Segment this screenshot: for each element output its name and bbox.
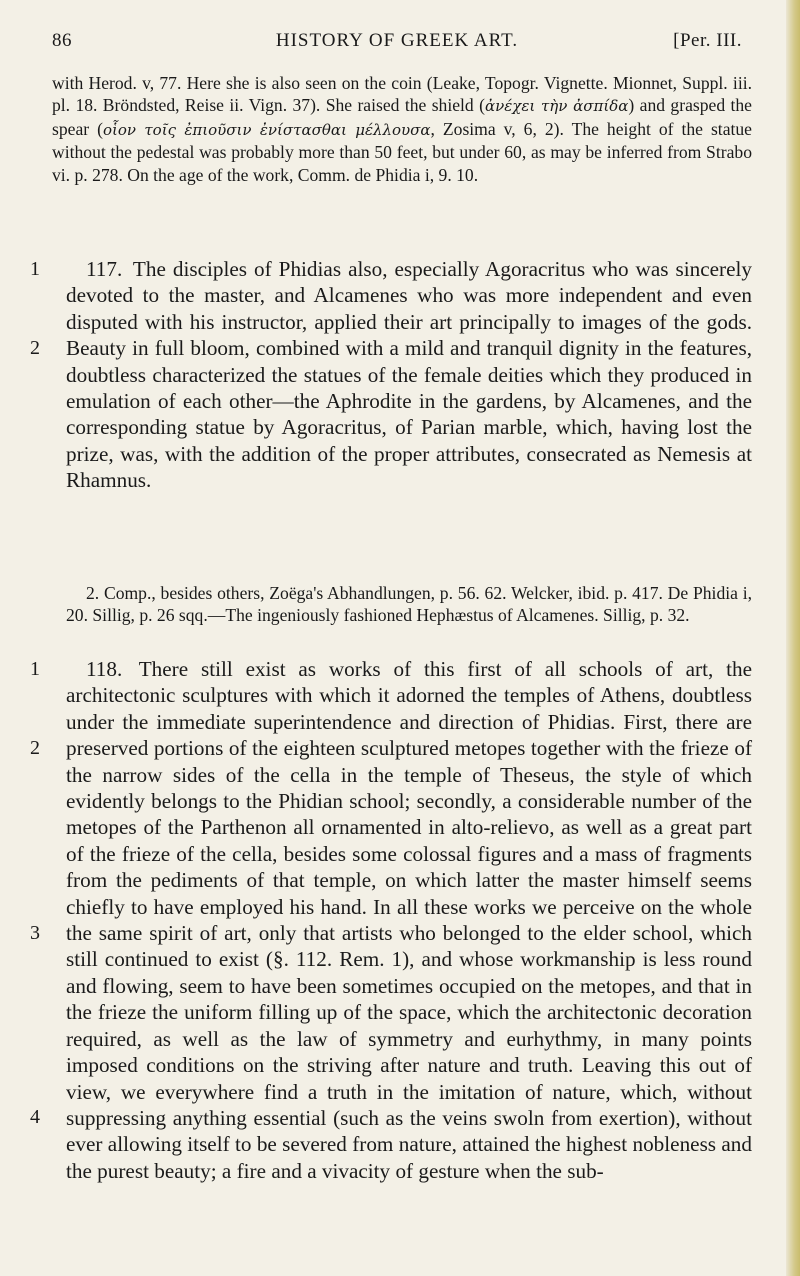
footnote: 2. Comp., besides others, Zoëga's Abhandlungen, p. 56. 62. Welcker, ibid. p. 417. De Phidia i, 20. Sillig, p. 26 sqq.—The ingeniously fashioned Hephæstus of Alcamenes. Sillig, p. 32. — [66, 583, 752, 626]
top-footnote: with Herod. v, 77. Here she is also seen on the coin (Leake, Topogr. Vignette. Mionnet, Suppl. iii. pl. 18. Bröndsted, Reise ii. Vign. 37). She raised the shield (ἀνέχει τὴν ἀσπίδα) and grasped the spear (οἷον τοῖς ἐπιοῦσιν ἐνίστασθαι μέλλουσα, Zosima v, 6, 2). The height of the statue without the pedestal was probably more than 50 feet, but under 60, as may be inferred from Strabo vi. p. 278. On the age of the work, Comm. de Phidia i, 9. 10. — [52, 73, 752, 185]
section-118 — [36, 656, 752, 1184]
margin-number: 1 — [30, 658, 40, 680]
greek-quote: οἷον τοῖς ἐπιοῦσιν ἐνίστασθαι μέλλουσα — [102, 120, 431, 139]
page-number: 86 — [52, 30, 72, 51]
section-number: 118. — [86, 657, 123, 681]
margin-number: 2 — [30, 337, 40, 359]
section-117 — [36, 256, 752, 494]
margin-number: 3 — [30, 922, 40, 944]
section-number: 117. — [86, 257, 123, 281]
paragraph-text: The disciples of Phidias also, especially Agoracritus who was sincerely devoted to the master, and Alcamenes who was more independent and even disputed with his instructor, applied their art principally to images of the gods. Beauty in full bloom, combined with a mild and tranquil dignity in the features, doubtless characterized the statues of the female deities which they produced in emulation of each other—the Aphrodite in the gardens, by Alcamenes, and the corresponding statue by Agoracritus, of Parian marble, which, having lost the prize, was, with the addition of the proper attributes, consecrated as Nemesis at Rhamnus. — [66, 257, 752, 493]
margin-number: 2 — [30, 737, 40, 759]
greek-quote: ἀνέχει τὴν ἀσπίδα — [484, 97, 629, 116]
page-edge — [786, 0, 800, 1276]
margin-number: 4 — [30, 1106, 40, 1128]
page-title: HISTORY OF GREEK ART. — [275, 30, 519, 51]
section-117-note — [36, 582, 752, 627]
paragraph-text: There still exist as works of this first of all schools of art, the architectonic sculptures with which it adorned the temples of Athens, doubtless under the immediate superintendence and direction of Phidias. First, there are preserved portions of the eighteen sculptured metopes together with the frieze of the narrow sides of the cella in the temple of Theseus, the style of which evidently belongs to the Phidian school; secondly, a considerable number of the metopes of the Parthenon all ornamented in alto-relievo, as well as a great part of the frieze of the cella, besides some colossal figures and a mass of fragments from the pediments of that temple, on which latter the master himself seems chiefly to have employed his hand. In all these works we perceive on the whole the same spirit of art, only that artists who belonged to the elder school, which still continued to exist (§. 112. Rem. 1), and whose workmanship is less round and flowing, seem to have been sometimes occupied on the metopes, and that in the frieze the uniform filling up of the space, which the architectonic decoration required, as well as the law of symmetry and eurhythmy, in many points imposed conditions on the striving after nature and truth. Leaving this out of view, we everywhere find a truth in the imitation of nature, which, without suppressing anything essential (such as the veins swoln from exertion), without ever allowing itself to be severed from nature, attained the highest nobleness and the purest beauty; a fire and a vivacity of gesture when the sub- — [66, 657, 752, 1183]
margin-number: 1 — [30, 258, 40, 280]
section-label: [Per. III. — [673, 30, 742, 51]
